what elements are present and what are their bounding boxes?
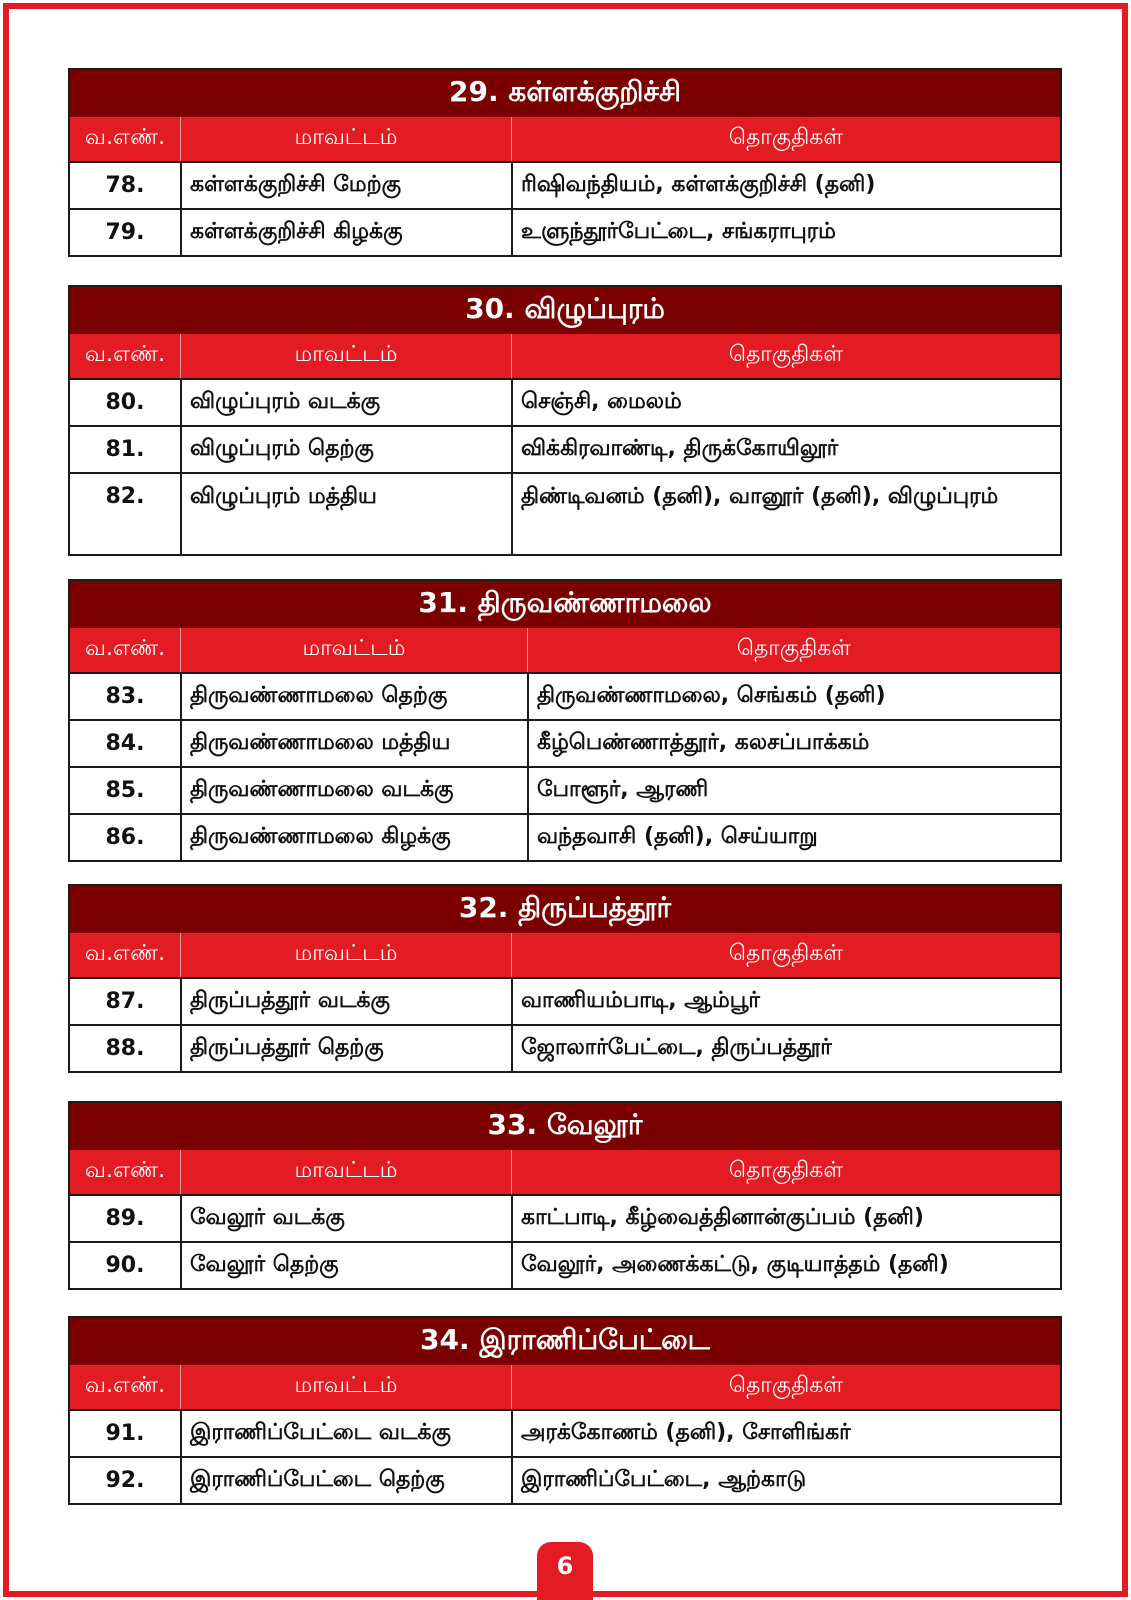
table-row — [70, 378, 1060, 425]
table-row — [70, 1194, 1060, 1241]
district-cell: விழுப்புரம் தெற்கு — [180, 427, 511, 472]
column-header-serial: வ.எண். — [84, 1373, 166, 1398]
column-header-row — [70, 1365, 1060, 1409]
column-header-serial: வ.எண். — [84, 342, 166, 367]
serial-number-cell: 87. — [105, 989, 145, 1014]
district-cell: திருவண்ணாமலை வடக்கு — [180, 768, 527, 813]
column-header-constituencies: தொகுதிகள் — [511, 933, 1060, 977]
serial-number-cell: 92. — [105, 1468, 145, 1493]
district-cell: விழுப்புரம் வடக்கு — [180, 380, 511, 425]
constituencies-cell: வந்தவாசி (தனி), செய்யாறு — [527, 815, 1060, 860]
constituencies-cell: அரக்கோணம் (தனி), சோளிங்கர் — [511, 1411, 1060, 1456]
constituencies-cell: செஞ்சி, மைலம் — [511, 380, 1060, 425]
table-row — [70, 813, 1060, 860]
table-row — [70, 977, 1060, 1024]
district-cell: விழுப்புரம் மத்திய — [180, 474, 511, 554]
constituencies-cell: விக்கிரவாண்டி, திருக்கோயிலூர் — [511, 427, 1060, 472]
district-cell: திருவண்ணாமலை கிழக்கு — [180, 815, 527, 860]
column-header-constituencies: தொகுதிகள் — [511, 117, 1060, 161]
column-header-district: மாவட்டம் — [180, 628, 527, 672]
section-table-31 — [68, 579, 1062, 862]
column-header-constituencies: தொகுதிகள் — [511, 1150, 1060, 1194]
column-header-district: மாவட்டம் — [180, 933, 511, 977]
column-header-serial: வ.எண். — [84, 125, 166, 150]
serial-number-cell: 91. — [105, 1421, 145, 1446]
constituencies-cell: கீழ்பெண்ணாத்தூர், கலசப்பாக்கம் — [527, 721, 1060, 766]
district-cell: திருப்பத்தூர் வடக்கு — [180, 979, 511, 1024]
serial-number-cell: 81. — [105, 437, 145, 462]
serial-number-cell: 83. — [105, 684, 145, 709]
district-cell: இராணிப்பேட்டை வடக்கு — [180, 1411, 511, 1456]
column-header-row — [70, 628, 1060, 672]
constituencies-cell: காட்பாடி, கீழ்வைத்தினான்குப்பம் (தனி) — [511, 1196, 1060, 1241]
table-row — [70, 425, 1060, 472]
section-title: 31. திருவண்ணாமலை — [70, 581, 1060, 628]
table-row — [70, 161, 1060, 208]
column-header-row — [70, 117, 1060, 161]
district-cell: திருவண்ணாமலை மத்திய — [180, 721, 527, 766]
serial-number-cell: 80. — [105, 390, 145, 415]
section-table-32 — [68, 884, 1062, 1073]
column-header-district: மாவட்டம் — [180, 1150, 511, 1194]
column-header-constituencies: தொகுதிகள் — [527, 628, 1060, 672]
column-header-serial: வ.எண். — [84, 1158, 166, 1183]
table-row — [70, 672, 1060, 719]
constituencies-cell: உளுந்தூர்பேட்டை, சங்கராபுரம் — [511, 210, 1060, 255]
serial-number-cell: 90. — [105, 1253, 145, 1278]
serial-number-cell: 89. — [105, 1206, 145, 1231]
serial-number-cell: 86. — [105, 825, 145, 850]
constituencies-cell: திண்டிவனம் (தனி), வானூர் (தனி), விழுப்புரம் — [511, 474, 1060, 554]
section-table-29 — [68, 68, 1062, 257]
column-header-serial: வ.எண். — [84, 941, 166, 966]
column-header-row — [70, 1150, 1060, 1194]
district-cell: வேலூர் தெற்கு — [180, 1243, 511, 1288]
section-table-33 — [68, 1101, 1062, 1290]
table-row — [70, 472, 1060, 554]
column-header-serial: வ.எண். — [84, 636, 166, 661]
column-header-row — [70, 334, 1060, 378]
column-header-constituencies: தொகுதிகள் — [511, 334, 1060, 378]
page-number: 6 — [537, 1542, 593, 1600]
table-row — [70, 1456, 1060, 1503]
district-cell: திருவண்ணாமலை தெற்கு — [180, 674, 527, 719]
section-table-34 — [68, 1316, 1062, 1505]
constituencies-cell: ரிஷிவந்தியம், கள்ளக்குறிச்சி (தனி) — [511, 163, 1060, 208]
column-header-district: மாவட்டம் — [180, 117, 511, 161]
column-header-district: மாவட்டம் — [180, 1365, 511, 1409]
constituencies-cell: போளூர், ஆரணி — [527, 768, 1060, 813]
serial-number-cell: 79. — [105, 220, 145, 245]
section-title: 34. இராணிப்பேட்டை — [70, 1318, 1060, 1365]
district-cell: கள்ளக்குறிச்சி கிழக்கு — [180, 210, 511, 255]
column-header-row — [70, 933, 1060, 977]
section-title: 32. திருப்பத்தூர் — [70, 886, 1060, 933]
section-table-30 — [68, 285, 1062, 556]
district-cell: திருப்பத்தூர் தெற்கு — [180, 1026, 511, 1071]
table-row — [70, 1024, 1060, 1071]
section-title: 30. விழுப்புரம் — [70, 287, 1060, 334]
table-row — [70, 766, 1060, 813]
serial-number-cell: 82. — [105, 484, 145, 509]
district-cell: கள்ளக்குறிச்சி மேற்கு — [180, 163, 511, 208]
column-header-constituencies: தொகுதிகள் — [511, 1365, 1060, 1409]
constituencies-cell: ஜோலார்பேட்டை, திருப்பத்தூர் — [511, 1026, 1060, 1071]
district-cell: இராணிப்பேட்டை தெற்கு — [180, 1458, 511, 1503]
serial-number-cell: 85. — [105, 778, 145, 803]
serial-number-cell: 88. — [105, 1036, 145, 1061]
serial-number-cell: 84. — [105, 731, 145, 756]
constituencies-cell: இராணிப்பேட்டை, ஆற்காடு — [511, 1458, 1060, 1503]
constituencies-cell: வேலூர், அணைக்கட்டு, குடியாத்தம் (தனி) — [511, 1243, 1060, 1288]
column-header-district: மாவட்டம் — [180, 334, 511, 378]
table-row — [70, 1409, 1060, 1456]
table-row — [70, 1241, 1060, 1288]
constituencies-cell: திருவண்ணாமலை, செங்கம் (தனி) — [527, 674, 1060, 719]
constituencies-cell: வாணியம்பாடி, ஆம்பூர் — [511, 979, 1060, 1024]
serial-number-cell: 78. — [105, 173, 145, 198]
section-title: 33. வேலூர் — [70, 1103, 1060, 1150]
section-title: 29. கள்ளக்குறிச்சி — [70, 70, 1060, 117]
district-cell: வேலூர் வடக்கு — [180, 1196, 511, 1241]
table-row — [70, 719, 1060, 766]
table-row — [70, 208, 1060, 255]
